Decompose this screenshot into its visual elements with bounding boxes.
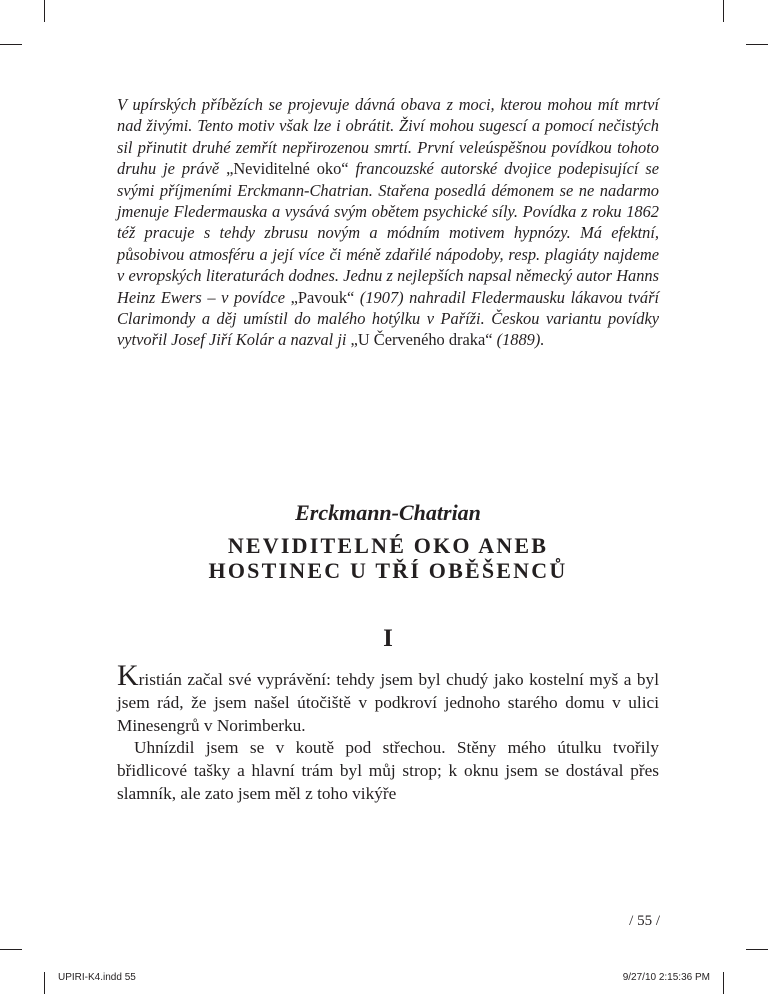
story-body: [117, 659, 659, 806]
crop-mark: [44, 972, 45, 994]
file-slug: UPIRI-K4.indd 55: [58, 972, 136, 983]
body-paragraph: Uhnízdil jsem se v koutě pod střechou. Stěny mého útulku tvořily břidlicové tašky a hlavní trám byl můj strop; k oknu jsem se dostával přes slamník, ale zato jsem měl z toho vikýře: [117, 738, 659, 803]
crop-mark: [723, 0, 724, 22]
story-author: Erckmann-Chatrian: [295, 500, 481, 525]
intro-quote: „Pavouk“: [290, 287, 355, 307]
crop-mark: [723, 972, 724, 994]
crop-mark: [0, 949, 22, 950]
page-number: / 55 /: [629, 913, 660, 929]
intro-quote: „Neviditelné oko“: [226, 159, 349, 179]
title-line: HOSTINEC U TŘÍ OBĚŠENCŮ: [208, 558, 568, 583]
crop-mark: [0, 44, 22, 45]
intro-paragraph: V upírských příbězích se projevuje dávná obava z moci, kterou mohou mít mrtví nad živými. Tento motiv však lze i obrátit. Živí mohou sugescí a pomocí nečistých sil přinutit druhé zemřít nepřirozenou smrtí. První veleúspěšnou povídkou tohoto druhu je právě „Neviditelné oko“ francouzské autorské dvojice podepisující se svými příjmeními Erckmann-Chatrian. Stařena posedlá démonem se ne nadarmo jmenuje Fledermauska a vysává svým obětem psychické síly. Povídka z roku 1862 též pracuje s tehdy zbrusu novým a módním motivem hypnózy. Má efektní, působivou atmosféru a její více či méně zdařilé nápodoby, resp. plagiáty najdeme v evropských literaturách dodnes. Jednu z nejlepších napsal německý autor Hanns Heinz Ewers – v povídce „Pavouk“ (1907) nahradil Fledermausku lákavou tváří Clarimondy a děj umístil do malého hotýlku v Paříži. Českou variantu povídky vytvořil Josef Jiří Kolár a nazval ji „U Červeného draka“ (1889).: [117, 95, 659, 350]
drop-cap: K: [117, 659, 139, 692]
crop-mark: [746, 949, 768, 950]
chapter-number: I: [383, 625, 393, 652]
story-title: [117, 533, 659, 583]
intro-quote: „U Červeného draka“: [350, 330, 493, 350]
body-paragraph: Kristián začal své vyprávění: tehdy jsem byl chudý jako kostelní myš a byl jsem rád, že jsem našel útočiště v podkroví jednoho starého domu v ulici Minesengrů v Norimberku.: [117, 659, 659, 735]
title-line: NEVIDITELNÉ OKO ANEB: [227, 533, 549, 558]
timestamp-slug: 9/27/10 2:15:36 PM: [622, 972, 710, 983]
crop-mark: [746, 44, 768, 45]
crop-mark: [44, 0, 45, 22]
